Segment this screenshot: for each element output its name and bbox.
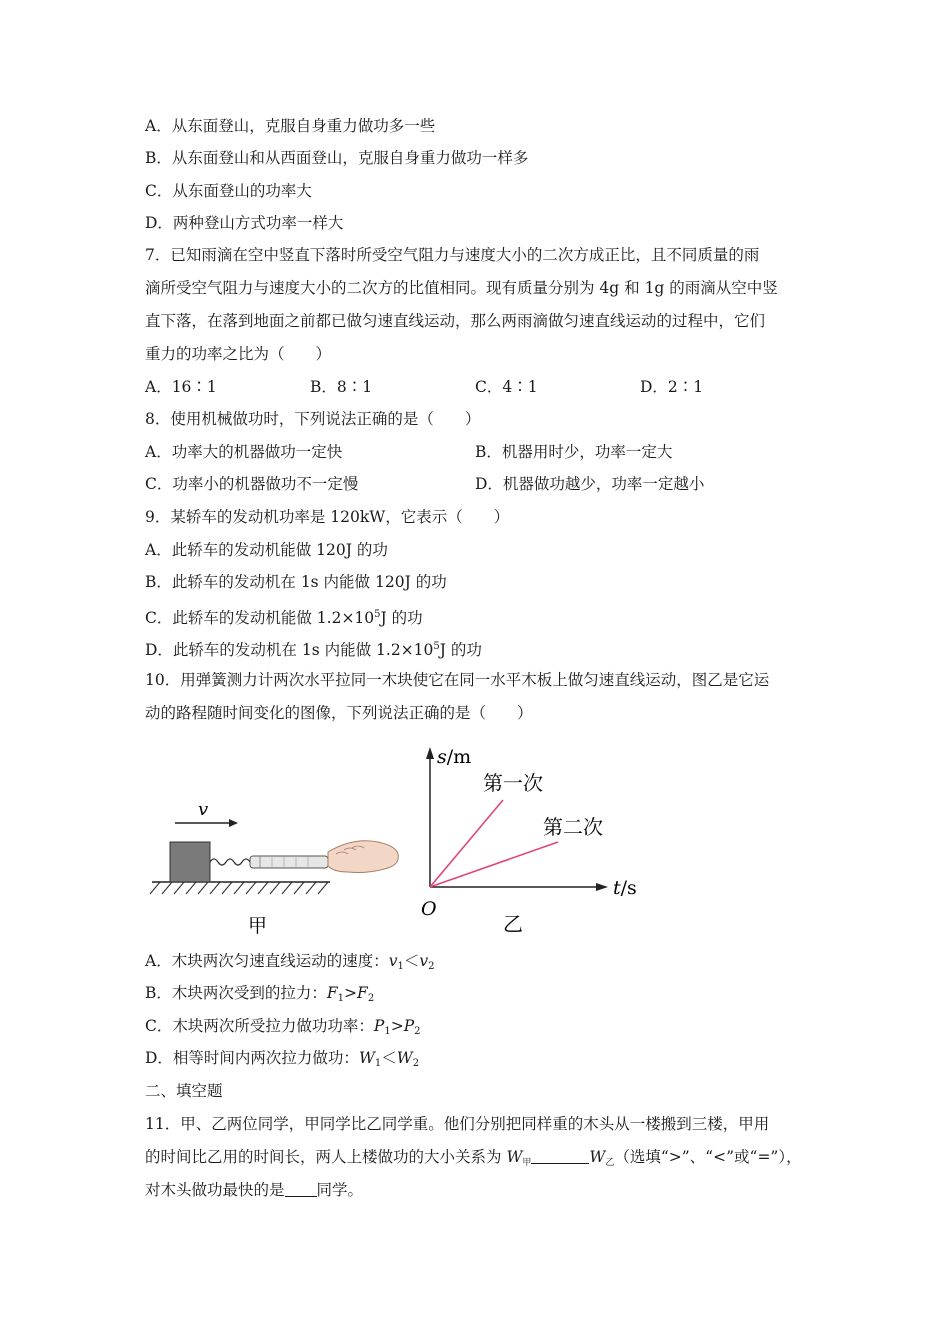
q6-option-a: A．从东面登山，克服自身重力做功多一些 xyxy=(145,117,436,135)
x-axis-arrowhead xyxy=(596,883,608,891)
q10-option-d: D．相等时间内两次拉力做功：$W_1<W_2$ xyxy=(145,1049,420,1069)
q6-option-d: D．两种登山方式功率一样大 xyxy=(145,214,344,232)
velocity-arrowhead xyxy=(229,819,238,827)
ground-surface xyxy=(150,882,330,894)
q9-option-a: A．此轿车的发动机能做 120J 的功 xyxy=(145,541,388,559)
q6-option-b: B．从东面登山和从西面登山，克服自身重力做功一样多 xyxy=(145,149,529,167)
figure-jia-caption: 甲 xyxy=(248,915,268,937)
q9-option-c-text: C．此轿车的发动机能做 1.2×10 xyxy=(145,609,375,627)
q7-stem-line1: 7．已知雨滴在空中竖直下落时所受空气阻力与速度大小的二次方成正比，且不同质量的雨 xyxy=(145,246,760,264)
q10-stem-line2: 动的路程随时间变化的图像，下列说法正确的是（ ） xyxy=(145,704,533,722)
q7-option-c: C．4∶1 xyxy=(475,378,538,396)
q8-option-c: C．功率小的机器做功不一定慢 xyxy=(145,475,359,493)
answer-blank-2[interactable] xyxy=(285,1182,317,1197)
q7-option-d: D．2∶1 xyxy=(640,378,704,396)
wooden-block xyxy=(170,842,210,882)
q11-stem-line3: 对木头做功最快的是 同学。 xyxy=(145,1181,364,1199)
q8-option-b: B．机器用时少，功率一定大 xyxy=(475,443,673,461)
y-axis-label: s/m xyxy=(437,746,472,768)
origin-label: O xyxy=(421,898,437,920)
figure-yi-st-graph xyxy=(405,735,650,940)
q9-option-d xyxy=(145,637,482,660)
q9-option-d-exponent: 5 xyxy=(433,641,440,652)
figure-yi-caption: 乙 xyxy=(503,912,523,936)
spring-scale-body xyxy=(250,856,328,868)
q6-option-c: C．从东面登山的功率大 xyxy=(145,182,312,200)
label-first-trial: 第一次 xyxy=(483,771,543,795)
q7-stem-line4: 重力的功率之比为（ ） xyxy=(145,345,332,363)
q11-stem-line1: 11．甲、乙两位同学，甲同学比乙同学重。他们分别把同样重的木头从一楼搬到三楼，甲用 xyxy=(145,1115,770,1133)
y-axis-arrowhead xyxy=(426,747,434,759)
hand xyxy=(328,841,398,873)
q9-stem: 9．某轿车的发动机功率是 120kW，它表示（ ） xyxy=(145,508,510,526)
q7-option-a: A．16∶1 xyxy=(145,378,217,396)
x-axis-label: t/s xyxy=(613,877,637,899)
q7-stem-line2: 滴所受空气阻力与速度大小的二次方的比值相同。现有质量分别为 4g 和 1g 的雨滴从空中竖 xyxy=(145,279,778,297)
q9-option-c-exponent: 5 xyxy=(374,609,381,620)
answer-blank-1[interactable] xyxy=(531,1149,589,1164)
q8-option-d: D．机器做功越少，功率一定越小 xyxy=(475,475,705,493)
q9-option-d-tail: J 的功 xyxy=(439,641,482,659)
hook-chain xyxy=(210,859,250,865)
q8-stem: 8．使用机械做功时，下列说法正确的是（ ） xyxy=(145,410,481,428)
section-heading-fill-in: 二、填空题 xyxy=(145,1082,223,1100)
q9-option-c-tail: J 的功 xyxy=(380,609,423,627)
q10-option-b: B．木块两次受到的拉力：$F_1>F_2$ xyxy=(145,984,375,1004)
q10-stem-line1: 10．用弹簧测力计两次水平拉同一木块使它在同一水平木板上做匀速直线运动，图乙是它运 xyxy=(145,671,770,689)
q9-option-d-text: D．此轿车的发动机在 1s 内能做 1.2×10 xyxy=(145,641,434,659)
q8-option-a: A．功率大的机器做功一定快 xyxy=(145,443,343,461)
q7-option-b: B．8∶1 xyxy=(310,378,373,396)
q10-option-c: C．木块两次所受拉力做功功率：$P_1>P_2$ xyxy=(145,1017,421,1037)
q9-option-b: B．此轿车的发动机在 1s 内能做 120J 的功 xyxy=(145,573,447,591)
velocity-label: v xyxy=(198,799,209,820)
q11-stem-line2: 的时间比乙用的时间长，两人上楼做功的大小关系为 $W_甲$ $W_乙$（选填“>”、“<”或“=”）， xyxy=(145,1148,802,1168)
q7-stem-line3: 直下落，在落到地面之前都已做匀速直线运动，那么两雨滴做匀速直线运动的过程中，它们 xyxy=(145,312,766,330)
q10-option-a: A．木块两次匀速直线运动的速度：$v_1<v_2$ xyxy=(145,952,435,972)
label-second-trial: 第二次 xyxy=(543,815,603,839)
figure-jia-block-spring-scale xyxy=(140,790,410,940)
q9-option-c xyxy=(145,605,423,628)
